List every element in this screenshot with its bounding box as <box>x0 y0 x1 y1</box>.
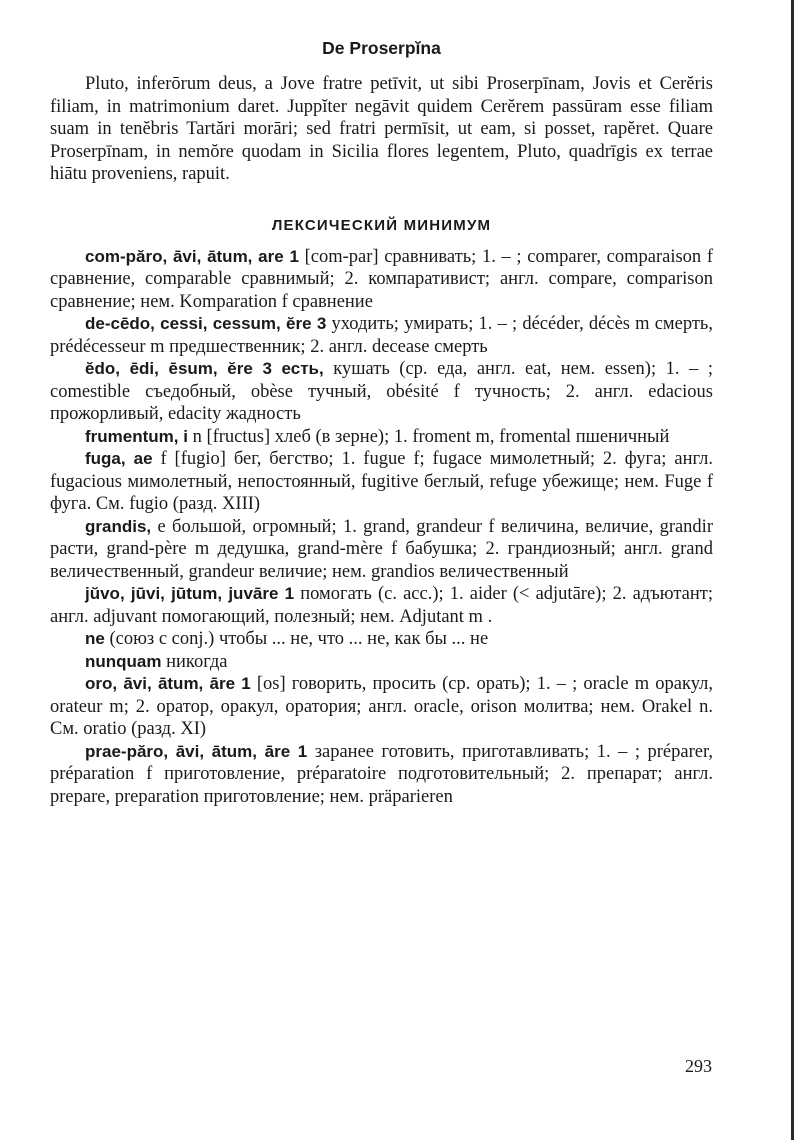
vocabulary-entry <box>50 741 713 809</box>
vocabulary-entry <box>50 516 713 584</box>
entry-headword: nunquam <box>85 651 162 671</box>
entry-body: помогать (с. acc.); 1. aider (< adjutāre); 2. адъютант; англ. adjuvant помогающий, полезный; нем. Adjutant m . <box>50 584 713 627</box>
entry-body: никогда <box>161 651 228 672</box>
entry-headword: prae-păro, āvi, ātum, āre 1 <box>85 741 308 761</box>
vocabulary-list <box>50 246 713 809</box>
vocabulary-entry <box>50 673 713 741</box>
entry-body: [com-par] сравнивать; 1. – ; comparer, comparaison f сравнение, comparable сравнимый; 2. компаративист; англ. compare, comparison сравнение; нем. Komparation f сравнение <box>50 246 713 312</box>
entry-headword: frumentum, i <box>85 426 188 446</box>
entry-body: f [fugio] бег, бегство; 1. fugue f; fugace мимолетный; 2. фуга; англ. fugacious мимолетный, непостоянный, fugitive беглый, refuge убежище; нем. Fuge f фуга. См. fugio (разд. XIII) <box>50 449 713 514</box>
vocabulary-entry <box>50 448 713 516</box>
entry-headword: oro, āvi, ātum, āre 1 <box>85 674 251 693</box>
entry-headword: grandis, <box>85 516 152 536</box>
vocabulary-entry <box>50 628 713 651</box>
entry-headword: jŭvo, jūvi, jūtum, juvāre 1 <box>85 584 295 603</box>
vocabulary-entry <box>50 651 713 674</box>
vocabulary-entry <box>50 583 713 628</box>
latin-passage: Pluto, inferōrum deus, a Jove fratre petīvit, ut sibi Proserpīnam, Jovis et Cerĕris filiam, in matrimonium daret. Juppĭter negāvit quidem Cerĕrem passūram esse filiam suam in tenĕbris Tartări morāri; sed fratri permīsit, ut eam, si posset, rapĕret. Quare Proserpīnam, in nemŏre quodam in Sicilia flores legentem, Pluto, quadrīgis ex terrae hiātu proveniens, rapuit. <box>50 74 713 184</box>
vocabulary-entry <box>50 246 713 314</box>
entry-body: [os] говорить, просить (ср. орать); 1. – ; oracle m оракул, orateur m; 2. оратор, оракул, оратория; англ. oracle, orison молитва; нем. Orakel n. См. oratio (разд. XI) <box>50 674 713 739</box>
entry-body: (союз с conj.) чтобы ... не, что ... не, как бы ... не <box>104 629 489 649</box>
entry-body: n [fructus] хлеб (в зерне); 1. froment m, fromental пшеничный <box>187 426 670 447</box>
text-column <box>50 36 713 808</box>
page-number: 293 <box>685 1056 712 1076</box>
entry-headword: fuga, ae <box>85 449 153 468</box>
vocabulary-entry <box>50 313 713 358</box>
vocabulary-entry <box>50 426 713 449</box>
vocabulary-entry <box>50 358 713 426</box>
entry-body: кушать (ср. еда, англ. eat, нем. essen); 1. – ; comestible съедобный, obèse тучный, obésité f тучность; 2. англ. edacious прожорливый, edacity жадность <box>50 359 713 424</box>
entry-headword: ne <box>85 629 105 648</box>
entry-headword: com-păro, āvi, ātum, are 1 <box>85 246 299 266</box>
entry-body: уходить; умирать; 1. – ; décéder, décès m смерть, prédécesseur m предшественник; 2. англ. decease смерть <box>50 314 713 357</box>
entry-body: заранее готовить, приготавливать; 1. – ; préparer, préparation f приготовление, préparatoire подготовительный; 2. препарат; англ. prepare, preparation приготовление; нем. präparieren <box>50 741 713 807</box>
entry-headword: de-cēdo, cessi, cessum, ĕre 3 <box>85 314 327 333</box>
section-heading: ЛЕКСИЧЕСКИЙ МИНИМУМ <box>271 216 492 234</box>
page-title: De Proserpĭna <box>322 38 441 58</box>
entry-headword: ĕdo, ēdi, ēsum, ĕre 3 есть, <box>85 359 324 378</box>
entry-body: e большой, огромный; 1. grand, grandeur f величина, величие, grandir расти, grand-père m дедушка, grand-mère f бабушка; 2. грандиозный; англ. grand величественный, grandeur величие; нем. grandios величественный <box>50 516 713 582</box>
